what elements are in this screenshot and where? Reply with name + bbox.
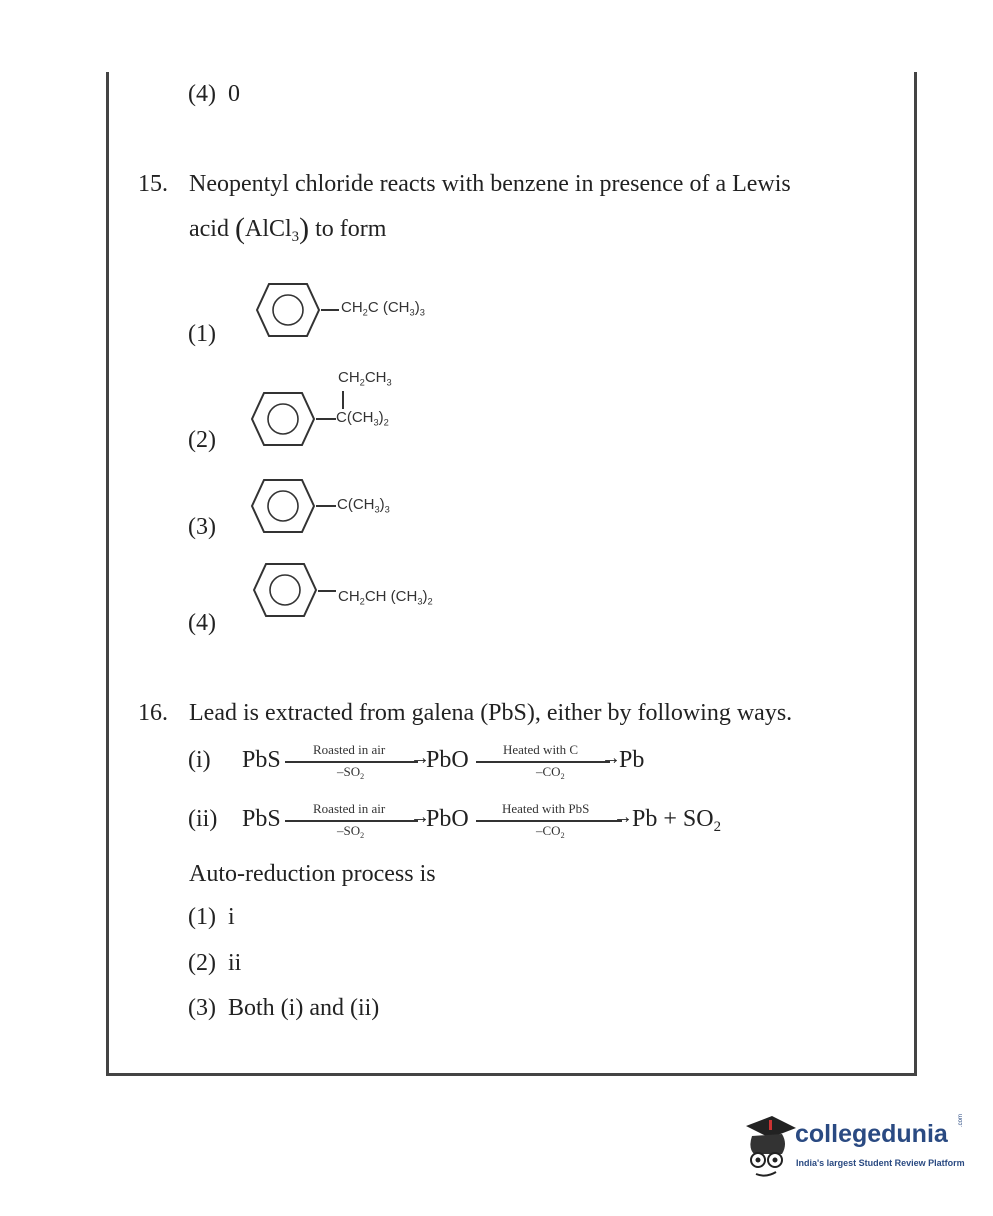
bond-line xyxy=(316,418,336,420)
route-i-mid: PbO xyxy=(426,747,469,773)
q15-opt4-substituent: $CH_2CH$ $(CH_3)_2$ xyxy=(338,588,433,607)
route-i-step2-byproduct: $-CO_2$ xyxy=(536,764,565,781)
q16-text: Lead is extracted from galena (PbS), either by following ways. xyxy=(189,700,793,726)
q15-line2: acid (AlCl$_3$) to form xyxy=(189,212,387,246)
route-ii-step1-byproduct: $-SO_2$ xyxy=(337,823,365,840)
logo-suffix: .com xyxy=(958,1113,964,1127)
route-ii-start: PbS xyxy=(242,806,281,832)
route-i-step2-condition: Heated with C xyxy=(503,742,579,757)
q15-opt1-substituent: $CH_2C$ $(CH_3)_3$ xyxy=(341,299,425,318)
benzene-ring-icon xyxy=(250,391,316,447)
logo-wordmark: collegedunia xyxy=(795,1120,948,1148)
route-ii-mid: PbO xyxy=(426,806,469,832)
reaction-arrow-line xyxy=(476,761,610,763)
logo-tagline: India's largest Student Review Platform xyxy=(796,1158,965,1168)
reaction-arrow-line xyxy=(476,820,622,822)
q16-option-3: (3) Both (i) and (ii) xyxy=(188,995,380,1021)
route-i-end: Pb xyxy=(619,747,645,773)
q15-number: 15. xyxy=(138,171,168,197)
q15-opt1-num: (1) xyxy=(188,321,216,347)
prev-option-4: (4) 0 xyxy=(188,81,240,107)
q16-question: Auto-reduction process is xyxy=(189,861,436,887)
frame-bottom-border xyxy=(106,1073,917,1076)
q16-option-1: (1) i xyxy=(188,904,235,930)
arrow-head-icon: → xyxy=(601,747,621,769)
route-i-label: (i) xyxy=(188,747,211,773)
reaction-arrow-line xyxy=(285,820,418,822)
q15-line1: Neopentyl chloride reacts with benzene in presence of a Lewis xyxy=(189,171,791,197)
bond-line xyxy=(342,391,344,409)
route-ii-step2-condition: Heated with PbS xyxy=(502,801,590,816)
arrow-head-icon: → xyxy=(410,747,430,769)
benzene-ring-icon xyxy=(255,282,321,338)
q15-opt3-substituent: $C(CH_3)_3$ xyxy=(337,496,390,515)
q15-opt2-num: (2) xyxy=(188,427,216,453)
q16-number: 16. xyxy=(138,700,168,726)
route-ii-step1-condition: Roasted in air xyxy=(313,801,386,816)
bond-line xyxy=(318,590,336,592)
q16-option-2: (2) ii xyxy=(188,950,242,976)
mascot-icon xyxy=(738,1108,798,1180)
q15-opt3-num: (3) xyxy=(188,514,216,540)
arrow-head-icon: → xyxy=(410,806,430,828)
q15-opt4-num: (4) xyxy=(188,610,216,636)
benzene-ring-icon xyxy=(252,562,318,618)
benzene-ring-icon xyxy=(250,478,316,534)
arrow-head-icon: → xyxy=(613,806,633,828)
bond-line xyxy=(321,309,339,311)
q15-reagent: AlCl$_3$ xyxy=(244,216,300,246)
bond-line xyxy=(316,505,336,507)
frame-right-border xyxy=(914,72,917,1076)
q15-opt2-top-group: $CH_2CH_3$ xyxy=(338,369,392,388)
route-i-step1-condition: Roasted in air xyxy=(313,742,386,757)
route-ii-step2-byproduct: $-CO_2$ xyxy=(536,823,565,840)
reaction-arrow-line xyxy=(285,761,418,763)
route-ii-label: (ii) xyxy=(188,806,218,832)
route-i-step1-byproduct: $-SO_2$ xyxy=(337,764,365,781)
frame-left-border xyxy=(106,72,109,1076)
route-ii-end: $Pb + SO_2$ xyxy=(632,806,721,836)
q15-opt2-bottom-group: $C(CH_3)_2$ xyxy=(336,409,389,428)
route-i-start: PbS xyxy=(242,747,281,773)
